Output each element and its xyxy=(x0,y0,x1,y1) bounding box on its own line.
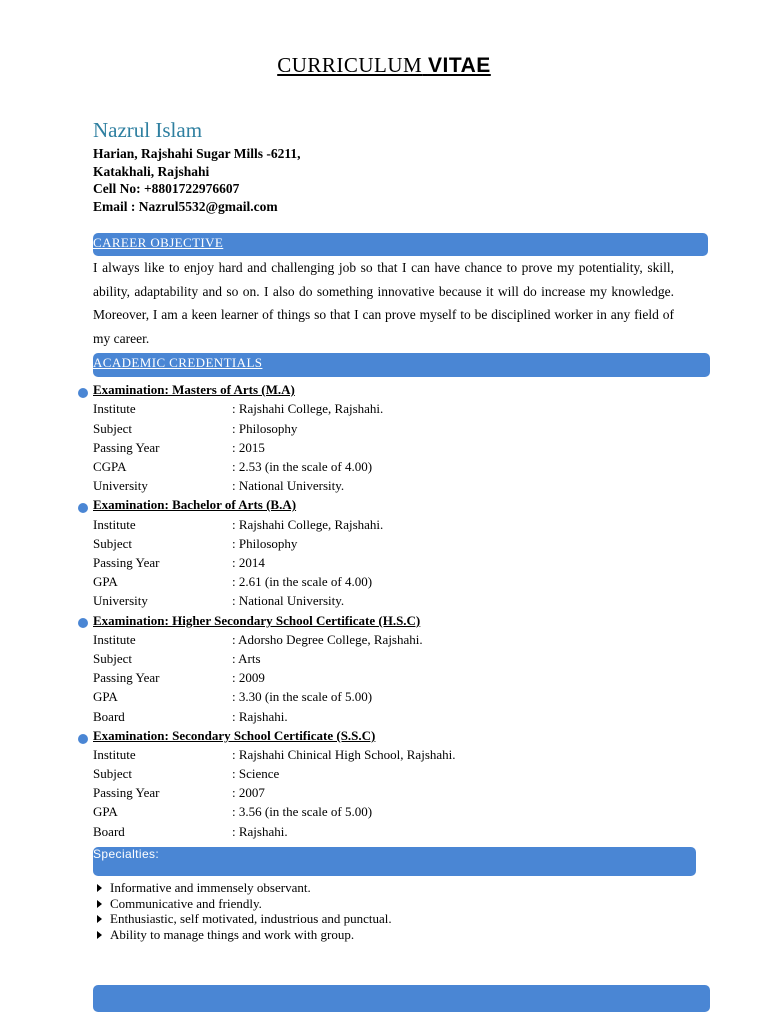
row-value: : 2009 xyxy=(232,670,265,685)
career-objective-header xyxy=(93,233,708,256)
row-value: : 2014 xyxy=(232,555,265,570)
arrow-bullet-icon xyxy=(97,884,102,892)
bullet-dot-icon xyxy=(78,388,88,398)
row-label: GPA xyxy=(93,574,118,589)
bullet-dot-icon xyxy=(78,618,88,628)
row-label: CGPA xyxy=(93,459,127,474)
row-value: : National University. xyxy=(232,593,345,608)
row-value: : 3.30 (in the scale of 5.00) xyxy=(232,689,373,704)
specialties-header xyxy=(93,847,696,876)
career-objective-heading: CAREER OBJECTIVE xyxy=(93,235,224,250)
row-value: : Rajshahi Chinical High School, Rajshahi. xyxy=(232,747,456,762)
row-label: Passing Year xyxy=(93,670,160,685)
exam-title: Examination: Higher Secondary School Certificate (H.S.C) xyxy=(93,613,421,628)
row-label: Institute xyxy=(93,517,136,532)
row-value: : National University. xyxy=(232,478,345,493)
row-value: : Philosophy xyxy=(232,536,298,551)
specialties-list xyxy=(95,880,392,942)
row-value: : 3.56 (in the scale of 5.00) xyxy=(232,804,373,819)
arrow-bullet-icon xyxy=(97,915,102,923)
title-part-vitae: VITAE xyxy=(427,54,491,77)
address-line-2: Katakhali, Rajshahi xyxy=(93,163,210,179)
row-value: : Philosophy xyxy=(232,421,298,436)
row-value: : 2.61 (in the scale of 4.00) xyxy=(232,574,373,589)
row-value: : Science xyxy=(232,766,280,781)
email-address: Email : Nazrul5532@gmail.com xyxy=(93,198,278,214)
row-label: Passing Year xyxy=(93,555,160,570)
specialty-text: Ability to manage things and work with group. xyxy=(110,926,355,942)
academic-credentials-header xyxy=(93,353,710,377)
specialty-text: Communicative and friendly. xyxy=(110,895,262,911)
row-label: Board xyxy=(93,709,125,724)
specialty-text: Enthusiastic, self motivated, industrious and punctual. xyxy=(110,911,392,926)
row-label: Passing Year xyxy=(93,785,160,800)
list-item xyxy=(95,880,392,896)
title-part-curriculum: CURRICULUM xyxy=(277,53,423,77)
address-line-1: Harian, Rajshahi Sugar Mills -6211, xyxy=(93,146,301,161)
specialty-text: Informative and immensely observant. xyxy=(110,880,311,895)
applicant-name: Nazrul Islam xyxy=(93,118,203,142)
row-label: Subject xyxy=(93,536,132,551)
row-label: Subject xyxy=(93,766,132,781)
row-label: Subject xyxy=(93,421,132,436)
row-value: : Rajshahi College, Rajshahi. xyxy=(232,401,384,416)
exam-title: Examination: Bachelor of Arts (B.A) xyxy=(93,497,297,512)
row-value: : Arts xyxy=(232,651,261,666)
career-objective-text: I always like to enjoy hard and challenging job so that I can have chance to prove my potentiality, skill, ability, adaptability and so on. I also do something innovative because it will do increase my knowledge. Moreover, I am a keen learner of things so that I can prove myself to be disciplined worker in any field of my career. xyxy=(93,260,674,346)
section-header-bar xyxy=(93,985,710,1012)
bullet-dot-icon xyxy=(78,734,88,744)
contact-block xyxy=(93,145,301,215)
list-item xyxy=(95,927,392,943)
specialties-heading: Specialties: xyxy=(93,847,160,861)
academic-credentials-heading: ACADEMIC CREDENTIALS xyxy=(93,355,263,370)
row-value: : 2007 xyxy=(232,785,265,800)
exam-title: Examination: Masters of Arts (M.A) xyxy=(93,382,295,397)
row-value: : 2.53 (in the scale of 4.00) xyxy=(232,459,373,474)
arrow-bullet-icon xyxy=(97,931,102,939)
row-label: Board xyxy=(93,824,125,839)
row-label: Subject xyxy=(93,651,132,666)
row-label: Institute xyxy=(93,401,136,416)
exam-title: Examination: Secondary School Certificate (S.S.C) xyxy=(93,728,376,743)
row-label: Institute xyxy=(93,632,136,647)
document-title xyxy=(0,53,768,78)
row-value: : Adorsho Degree College, Rajshahi. xyxy=(232,632,423,647)
row-value: : Rajshahi College, Rajshahi. xyxy=(232,517,384,532)
row-value: : 2015 xyxy=(232,440,265,455)
row-label: GPA xyxy=(93,804,118,819)
bullet-dot-icon xyxy=(78,503,88,513)
row-value: : Rajshahi. xyxy=(232,709,288,724)
list-item xyxy=(95,911,392,927)
list-item xyxy=(95,896,392,912)
row-label: University xyxy=(93,593,148,608)
arrow-bullet-icon xyxy=(97,900,102,908)
row-label: University xyxy=(93,478,148,493)
row-value: : Rajshahi. xyxy=(232,824,288,839)
cell-number: Cell No: +8801722976607 xyxy=(93,181,240,196)
row-label: GPA xyxy=(93,689,118,704)
row-label: Institute xyxy=(93,747,136,762)
row-label: Passing Year xyxy=(93,440,160,455)
